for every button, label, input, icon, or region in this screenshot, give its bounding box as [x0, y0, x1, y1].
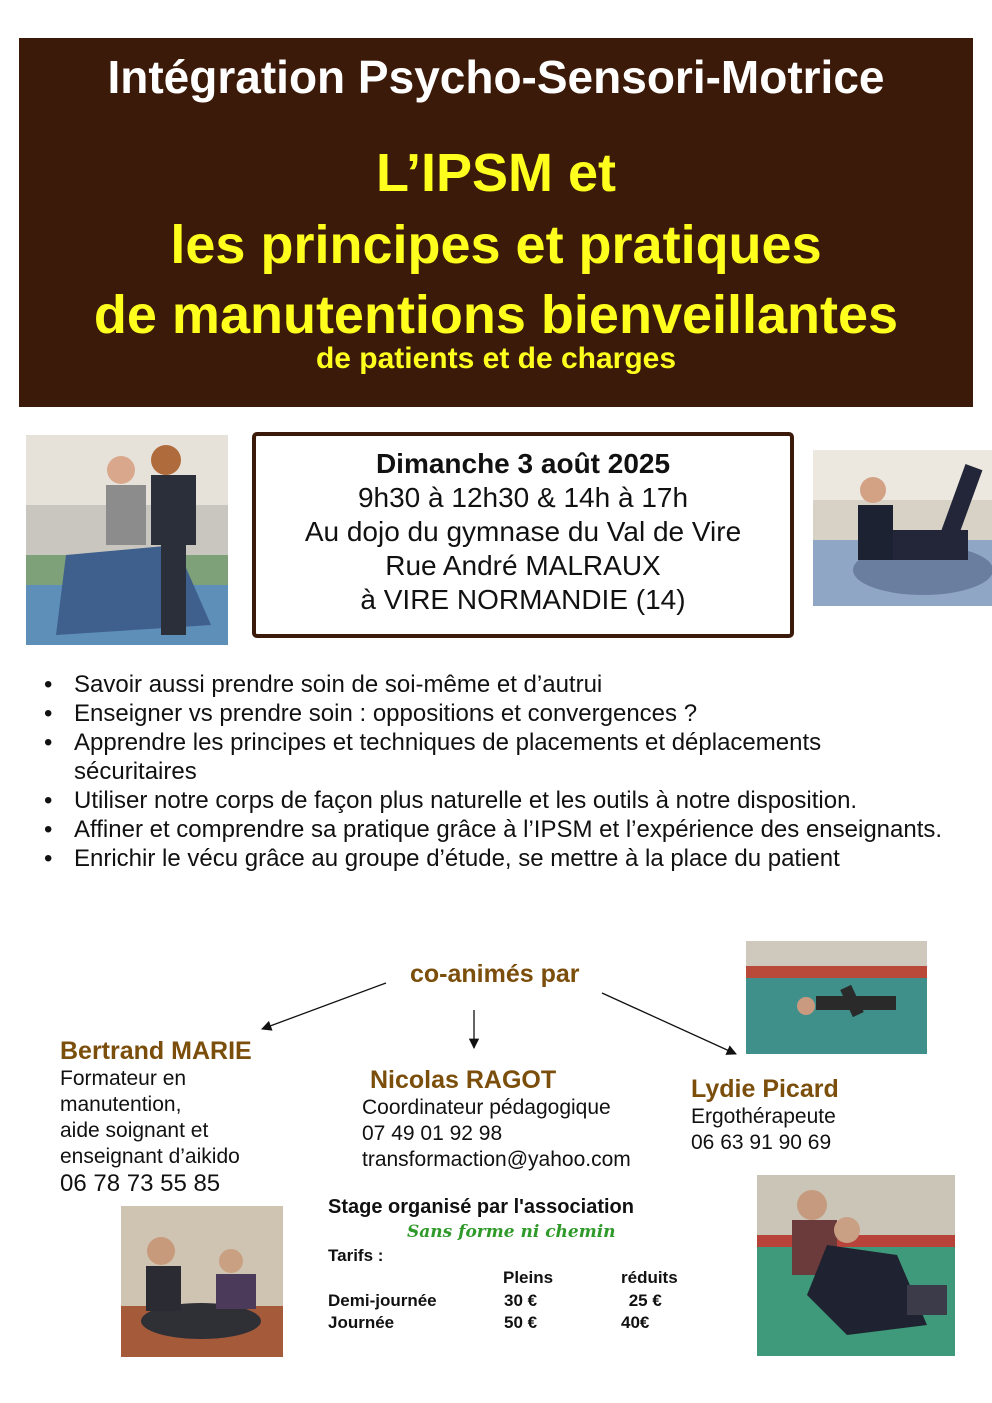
photo-bottom-left	[121, 1206, 283, 1357]
pricing-full-value: 50 €	[504, 1313, 538, 1332]
arrow-right	[602, 993, 736, 1054]
co-animated-label: co-animés par	[410, 960, 580, 988]
pricing-row-label: Demi-journée	[328, 1291, 437, 1310]
presenter-role: enseignant d’aikido	[60, 1145, 240, 1168]
presenter-name: Nicolas RAGOT	[370, 1066, 557, 1094]
presenter-lydie	[691, 1074, 839, 1156]
header-banner	[19, 38, 973, 407]
pricing-col-full: Pleins	[503, 1268, 554, 1287]
presenter-bertrand	[60, 1036, 252, 1198]
list-item: • Affiner et comprendre sa pratique grâce à l’IPSM et l’expérience des enseignants.	[44, 815, 944, 844]
event-street: Rue André MALRAUX	[385, 550, 661, 581]
pricing-label: Tarifs :	[328, 1246, 384, 1265]
presenter-phone: 06 78 73 55 85	[60, 1170, 221, 1197]
pricing-row-label: Journée	[328, 1313, 395, 1332]
photo-middle-right	[746, 941, 927, 1054]
association-name: Sans forme ni chemin	[407, 1222, 616, 1242]
event-venue: Au dojo du gymnase du Val de Vire	[304, 516, 742, 547]
subtitle-line-1: L’IPSM et	[375, 143, 617, 203]
list-item: • Enrichir le vécu grâce au groupe d’étude, se mettre à la place du patient	[44, 844, 944, 873]
presenter-nicolas	[362, 1065, 631, 1173]
presenter-role: manutention,	[60, 1093, 182, 1116]
presenter-name: Bertrand MARIE	[60, 1037, 252, 1065]
arrow-left	[262, 983, 386, 1029]
presenter-phone: 07 49 01 92 98	[362, 1122, 503, 1145]
event-info-box	[252, 432, 794, 638]
main-title: Intégration Psycho-Sensori-Motrice	[107, 51, 885, 103]
list-item: • Savoir aussi prendre soin de soi-même et d’autrui	[44, 670, 944, 699]
pricing-col-reduced: réduits	[621, 1268, 678, 1287]
presenter-name: Lydie Picard	[691, 1075, 839, 1103]
subtitle-line-4: de patients et de charges	[315, 342, 677, 375]
presenter-email: transformaction@yahoo.com	[362, 1148, 631, 1171]
list-item: • Utiliser notre corps de façon plus naturelle et les outils à notre disposition.	[44, 786, 944, 815]
event-date: Dimanche 3 août 2025	[375, 448, 671, 479]
presenter-phone: 06 63 91 90 69	[691, 1131, 832, 1154]
presenter-role: Coordinateur pédagogique	[362, 1096, 611, 1119]
list-item: • Apprendre les principes et techniques de placements et déplacements sécuritaires	[44, 728, 944, 786]
subtitle-line-2: les principes et pratiques	[170, 215, 822, 275]
event-hours: 9h30 à 12h30 & 14h à 17h	[357, 482, 689, 513]
pricing-reduced-value: 40€	[621, 1313, 650, 1332]
pricing-reduced-value: 25 €	[624, 1291, 662, 1310]
presenter-role: Formateur en	[60, 1067, 187, 1090]
photo-top-right	[813, 450, 992, 606]
list-item: • Enseigner vs prendre soin : oppositions et convergences ?	[44, 699, 944, 728]
pricing-full-value: 30 €	[504, 1291, 538, 1310]
organizer-label: Stage organisé par l'association	[328, 1196, 634, 1218]
photo-bottom-right	[757, 1175, 955, 1356]
presenter-role: aide soignant et	[60, 1119, 209, 1142]
subtitle-line-3: de manutentions bienveillantes	[93, 285, 899, 345]
event-city: à VIRE NORMANDIE (14)	[360, 584, 686, 615]
photo-top-left	[26, 435, 228, 645]
presenter-role: Ergothérapeute	[691, 1105, 836, 1128]
objectives-list	[44, 670, 944, 873]
